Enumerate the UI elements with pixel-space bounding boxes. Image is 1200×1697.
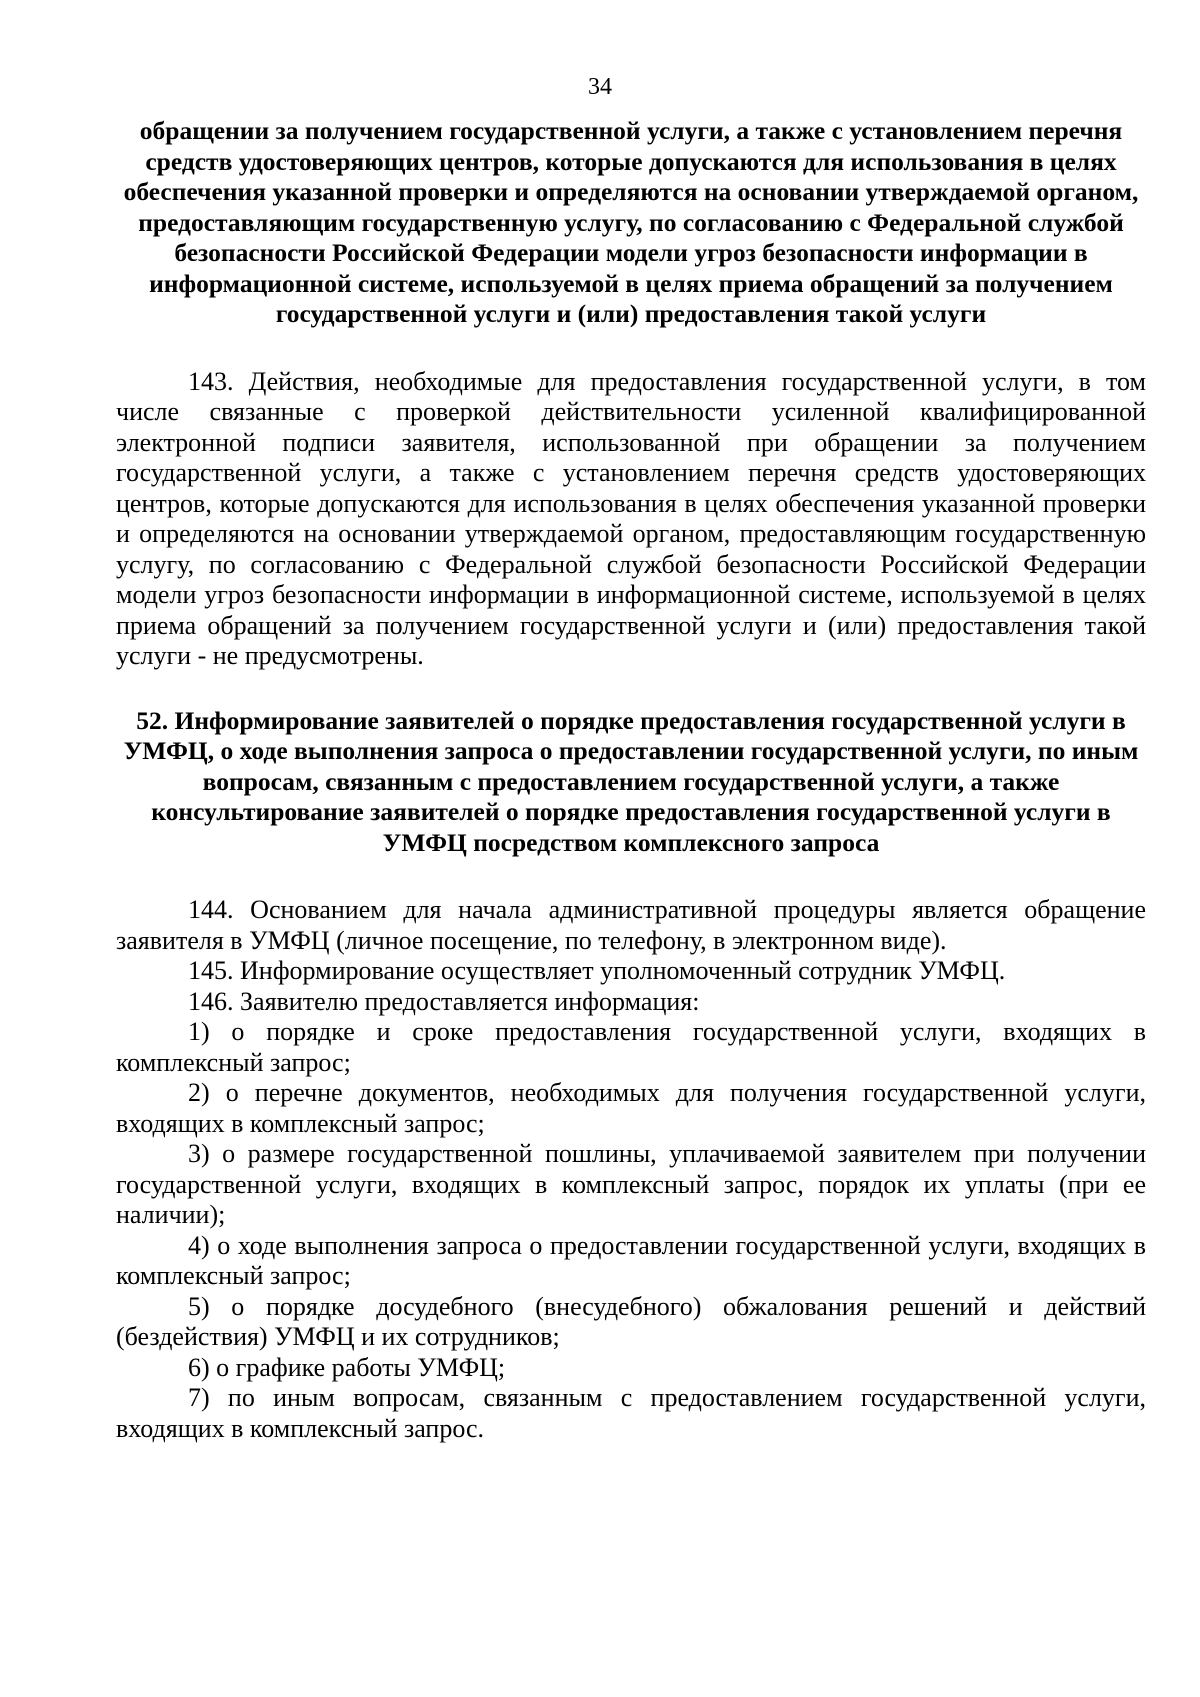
list-item: 6) о графике работы УМФЦ; xyxy=(188,1352,506,1382)
page-number: 34 xyxy=(588,74,612,100)
list-item: 7) по иным вопросам, связанным с предоставлением государственной услуги, входящих в комплексный запрос. xyxy=(116,1383,1146,1443)
page-content xyxy=(116,116,1146,1444)
list-item: 4) о ходе выполнения запроса о предоставлении государственной услуги, входящих в комплексный запрос; xyxy=(116,1230,1146,1290)
section-heading-52: 52. Информирование заявителей о порядке предоставления государственной услуги в УМФЦ, о ходе выполнения запроса о предоставлении государственной услуги, по иным вопросам, связанным с предоставлением государственной услуги, а также консультирование заявителей о порядке предоставления государственной услуги в УМФЦ посредством комплексного запроса xyxy=(123,705,1139,857)
paragraph-143: 143. Действия, необходимые для предоставления государственной услуги, в том числе связанные с проверкой действительности усиленной квалифицированной электронной подписи заявителя, использованной при обращении за получением государственной услуги, а также с установлением перечня средств удостоверяющих центров, которые допускаются для использования в целях обеспечения указанной проверки и определяются на основании утверждаемой органом, предоставляющим государственную услугу, по согласованию с Федеральной службой безопасности Российской Федерации модели угроз безопасности информации в информационной системе, используемой в целях приема обращений за получением государственной услуги и (или) предоставления такой услуги - не предусмотрены. xyxy=(116,366,1146,670)
list-item: 3) о размере государственной пошлины, уплачиваемой заявителем при получении государственной услуги, входящих в комплексный запрос, порядок их уплаты (при ее наличии); xyxy=(116,1139,1146,1229)
paragraph-146: 146. Заявителю предоставляется информация: xyxy=(188,986,700,1016)
section-heading-continued: обращении за получением государственной услуги, а также с установлением перечня средств удостоверяющих центров, которые допускаются для использования в целях обеспечения указанной проверки и определяются на основании утверждаемой органом, предоставляющим государственную услугу, по согласованию с Федеральной службой безопасности Российской Федерации модели угроз безопасности информации в информационной системе, используемой в целях приема обращений за получением государственной услуги и (или) предоставления такой услуги xyxy=(123,116,1139,328)
list-item: 5) о порядке досудебного (внесудебного) обжалования решений и действий (бездействия) УМФЦ и их сотрудников; xyxy=(116,1291,1146,1351)
list-item: 2) о перечне документов, необходимых для получения государственной услуги, входящих в комплексный запрос; xyxy=(116,1078,1146,1138)
paragraph-144: 144. Основанием для начала административной процедуры является обращение заявителя в УМФЦ (личное посещение, по телефону, в электронном виде). xyxy=(116,895,1146,955)
list-item: 1) о порядке и сроке предоставления государственной услуги, входящих в комплексный запрос; xyxy=(116,1017,1146,1077)
paragraph-145: 145. Информирование осуществляет уполномоченный сотрудник УМФЦ. xyxy=(188,956,1006,985)
